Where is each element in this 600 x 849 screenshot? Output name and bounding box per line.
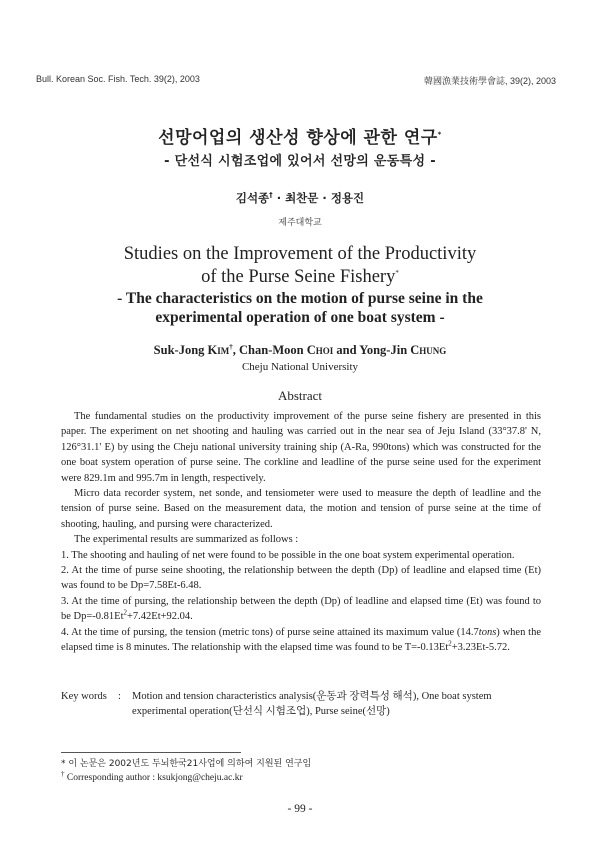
abstract-heading: Abstract — [277, 388, 323, 403]
korean-title — [0, 123, 600, 148]
abstract-paragraph-2: Micro data recorder system, net sonde, and tensiometer were used to measure the depth of leadline and the tension of purse seine. Based on the measurement data, the motion and tension of purse seine at the time of shooting, hauling, and pursing were characterized. — [61, 488, 541, 530]
author-2-given: Chan-Moon — [239, 343, 307, 357]
author-sep-2: and — [333, 343, 360, 357]
english-title-line-2: of the Purse Seine Fishery — [201, 267, 396, 287]
english-affiliation: Cheju National University — [241, 361, 359, 373]
result-item-4-exponent: 2 — [448, 639, 452, 648]
author-3-given: Yong-Jin — [359, 343, 411, 357]
korean-title-mark: * — [437, 130, 442, 139]
result-item-3-tail: +7.42Et+92.04. — [127, 611, 193, 623]
result-item-4-tail: +3.23Et-5.72. — [451, 642, 510, 654]
author-2-family: Choi — [306, 343, 334, 357]
abstract-body — [61, 409, 541, 656]
footnote-funding — [61, 758, 311, 771]
korean-author-1-mark: † — [269, 191, 273, 200]
footnote-funding-text: 이 논문은 2002년도 두뇌한국21사업에 의하여 지원된 연구임 — [65, 759, 312, 769]
result-item-4 — [61, 625, 541, 656]
english-authors — [0, 343, 600, 358]
korean-affiliation: 제주대학교 — [278, 218, 322, 228]
footnote-divider — [61, 752, 241, 753]
footnote-corresponding-text: Corresponding author : ksukjong@cheju.ac.kr — [64, 773, 243, 783]
result-item-3-exponent: 2 — [123, 608, 127, 617]
author-1-given: Suk-Jong — [153, 343, 208, 357]
author-1-mark: † — [229, 342, 233, 351]
running-header-right: 韓國漁業技術學會誌, 39(2), 2003 — [423, 76, 556, 86]
result-item-4-middle: ) when the elapsed time is 8 minutes. The relationship with the elapsed time was found to be T=-0.13Et — [61, 626, 541, 654]
author-sep-1: , — [232, 343, 240, 357]
keywords-colon: : — [118, 691, 121, 702]
korean-subtitle: - 단선식 시험조업에 있어서 선망의 운동특성 - — [164, 154, 436, 169]
result-item-4-unit: tons — [478, 626, 497, 638]
result-item-2: 2. At the time of purse seine shooting, the relationship between the depth (Dp) of leadline and elapsed time (Et) was found to be Dp=7.58Et-6.48. — [61, 565, 541, 592]
footnote-corresponding — [61, 769, 243, 785]
korean-author-3: 정용진 — [330, 191, 365, 205]
result-item-4-text: 4. At the time of pursing, the tension (metric tons) of purse seine attained its maximum value (14.7 — [61, 626, 479, 638]
author-separator: · — [276, 191, 282, 205]
english-title-line-1: Studies on the Improvement of the Productivity — [123, 244, 477, 264]
abstract-paragraph-1: The fundamental studies on the productivity improvement of the purse seine fishery are presented in this paper. The experiment on net shooting and hauling was carried out in the near sea of Jeju Island (33°37.8' N, 126°31.1' E) by using the Cheju national university training ship (A-Ra, 990tons) which was constructed for the one boat system operation of purse seine. The corkline and leadline of the purse seine used for the experiment were 829.1m and 995.7m in length, respectively. — [61, 411, 541, 484]
keywords-label: Key words — [61, 691, 107, 702]
english-subtitle-line-1: - The characteristics on the motion of purse seine in the — [117, 290, 483, 307]
footnote-corresponding-mark: † — [61, 769, 65, 778]
english-subtitle — [0, 289, 600, 327]
korean-author-2: 최찬문 — [285, 191, 319, 205]
result-item-3-text: 3. At the time of pursing, the relationship between the depth (Dp) of leadline and elapsed time (Et) was found to be Dp=-0.81Et — [61, 595, 541, 623]
keywords-text: Motion and tension characteristics analysis(운동과 장력특성 해석), One boat system experimental operation(단선식 시험조업), Purse seine(선망) — [132, 691, 492, 717]
english-title — [0, 243, 600, 289]
korean-title-text: 선망어업의 생산성 향상에 관한 연구 — [158, 128, 438, 148]
author-separator: · — [322, 191, 327, 205]
author-3-family: Chung — [410, 343, 447, 357]
running-header-left: Bull. Korean Soc. Fish. Tech. 39(2), 2003 — [36, 74, 200, 84]
page-number: - 99 - — [287, 803, 313, 815]
korean-authors — [0, 190, 600, 206]
keywords — [61, 689, 543, 719]
abstract-paragraph-3: The experimental results are summarized as follows : — [74, 534, 299, 546]
english-subtitle-line-2: experimental operation of one boat system - — [155, 309, 445, 326]
result-item-3 — [61, 594, 541, 625]
result-item-1: 1. The shooting and hauling of net were found to be possible in the one boat system experimental operation. — [61, 549, 515, 561]
author-1-family: Kim — [207, 343, 230, 357]
footnote-funding-mark: * — [61, 759, 66, 769]
english-title-mark: * — [395, 268, 399, 277]
korean-author-1: 김석종 — [235, 191, 270, 205]
